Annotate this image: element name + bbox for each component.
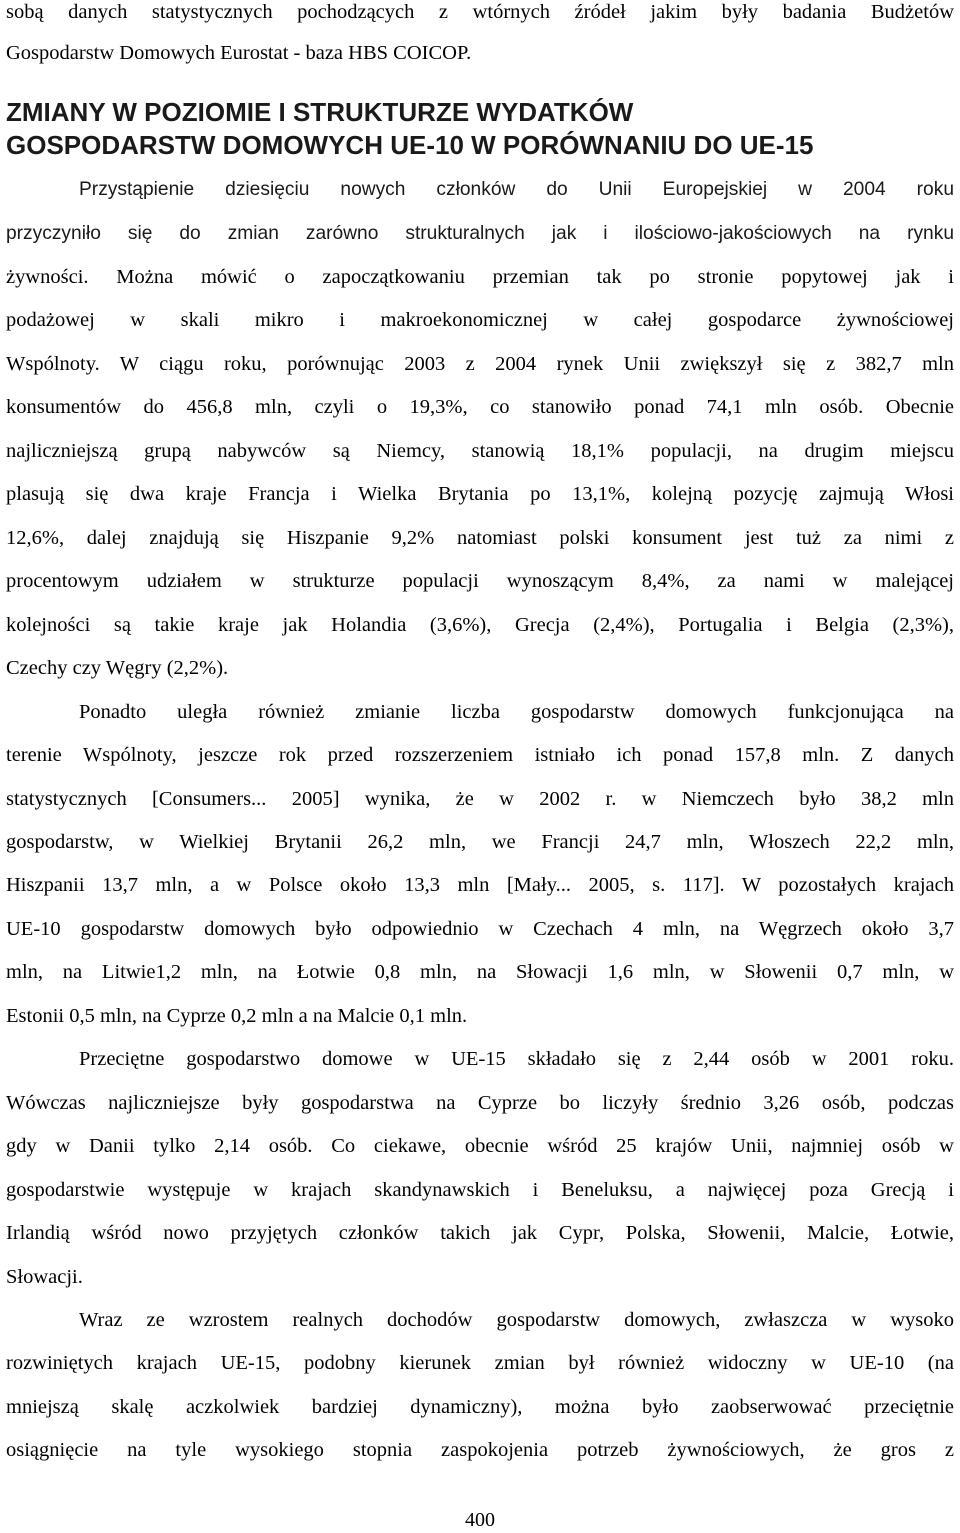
paragraph-line: Irlandią wśród nowo przyjętych członków takich jak Cypr, Polska, Słowenii, Malcie, Łotwie, <box>6 1222 954 1244</box>
paragraph-line: 12,6%, dalej znajdują się Hiszpanie 9,2% natomiast polski konsument jest tuż za nimi z <box>6 527 954 549</box>
paragraph-line: Ponadto uległa również zmianie liczba gospodarstw domowych funkcjonująca na <box>79 701 954 723</box>
section-heading: GOSPODARSTW DOMOWYCH UE-10 W PORÓWNANIU DO UE-15 <box>6 130 814 160</box>
paragraph-line: konsumentów do 456,8 mln, czyli o 19,3%, co stanowiło ponad 74,1 mln osób. Obecnie <box>6 396 954 418</box>
page-number: 400 <box>465 1509 495 1531</box>
paragraph-line: Słowacji. <box>6 1266 83 1288</box>
paragraph-line: plasują się dwa kraje Francja i Wielka Brytania po 13,1%, kolejną pozycję zajmują Włosi <box>6 483 954 505</box>
paragraph-line: kolejności są takie kraje jak Holandia (3,6%), Grecja (2,4%), Portugalia i Belgia (2,3%), <box>6 614 954 636</box>
paragraph-line: terenie Wspólnoty, jeszcze rok przed rozszerzeniem istniało ich ponad 157,8 mln. Z danych <box>6 744 954 766</box>
paragraph-line: gospodarstw, w Wielkiej Brytanii 26,2 mln, we Francji 24,7 mln, Włoszech 22,2 mln, <box>6 831 954 853</box>
paragraph-line: osiągnięcie na tyle wysokiego stopnia zaspokojenia potrzeb żywnościowych, że gros z <box>6 1439 954 1461</box>
paragraph-line: Przeciętne gospodarstwo domowe w UE-15 składało się z 2,44 osób w 2001 roku. <box>79 1048 954 1070</box>
intro-line: Gospodarstw Domowych Eurostat - baza HBS COICOP. <box>6 42 472 64</box>
paragraph-line: Przystąpienie dziesięciu nowych członków do Unii Europejskiej w 2004 roku <box>79 179 954 200</box>
paragraph-line: Estonii 0,5 mln, na Cyprze 0,2 mln a na Malcie 0,1 mln. <box>6 1005 468 1027</box>
paragraph-line: podażowej w skali mikro i makroekonomicznej w całej gospodarce żywnościowej <box>6 309 954 331</box>
paragraph-line: najliczniejszą grupą nabywców są Niemcy, stanowią 18,1% populacji, na drugim miejscu <box>6 440 954 462</box>
paragraph-line: rozwiniętych krajach UE-15, podobny kierunek zmian był również widoczny w UE-10 (na <box>6 1352 954 1374</box>
paragraph-line: Wspólnoty. W ciągu roku, porównując 2003 z 2004 rynek Unii zwiększył się z 382,7 mln <box>6 353 954 375</box>
paragraph-line: statystycznych [Consumers... 2005] wynika, że w 2002 r. w Niemczech było 38,2 mln <box>6 788 954 810</box>
document-page <box>6 0 954 1533</box>
section-heading: ZMIANY W POZIOMIE I STRUKTURZE WYDATKÓW <box>6 97 634 127</box>
paragraph-line: UE-10 gospodarstw domowych było odpowiednio w Czechach 4 mln, na Węgrzech około 3,7 <box>6 918 954 940</box>
paragraph-line: Wówczas najliczniejsze były gospodarstwa na Cyprze bo liczyły średnio 3,26 osób, podczas <box>6 1092 954 1114</box>
paragraph-line: mniejszą skalę aczkolwiek bardziej dynamiczny), można było zaobserwować przeciętnie <box>6 1396 954 1418</box>
paragraph-line: Czechy czy Węgry (2,2%). <box>6 657 229 679</box>
paragraph-line: procentowym udziałem w strukturze populacji wynoszącym 8,4%, za nami w malejącej <box>6 570 954 592</box>
paragraph-line: Hiszpanii 13,7 mln, a w Polsce około 13,3 mln [Mały... 2005, s. 117]. W pozostałych krajach <box>6 874 954 896</box>
paragraph-line: mln, na Litwie1,2 mln, na Łotwie 0,8 mln, na Słowacji 1,6 mln, w Słowenii 0,7 mln, w <box>6 961 954 983</box>
paragraph-line: żywności. Można mówić o zapoczątkowaniu przemian tak po stronie popytowej jak i <box>6 266 954 288</box>
paragraph-line: gdy w Danii tylko 2,14 osób. Co ciekawe, obecnie wśród 25 krajów Unii, najmniej osób w <box>6 1135 954 1157</box>
intro-line: sobą danych statystycznych pochodzących z wtórnych źródeł jakim były badania Budżetów <box>6 1 954 23</box>
paragraph-line: gospodarstwie występuje w krajach skandynawskich i Beneluksu, a najwięcej poza Grecją i <box>6 1179 954 1201</box>
paragraph-line: przyczyniło się do zmian zarówno strukturalnych jak i ilościowo-jakościowych na rynku <box>6 223 954 244</box>
paragraph-line: Wraz ze wzrostem realnych dochodów gospodarstw domowych, zwłaszcza w wysoko <box>79 1309 954 1331</box>
